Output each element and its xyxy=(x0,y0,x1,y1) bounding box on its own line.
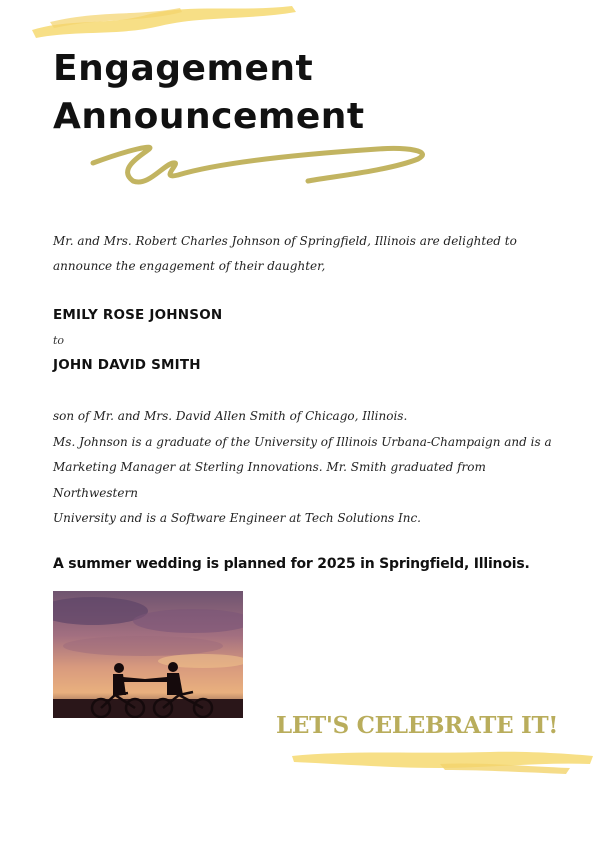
wedding-announcement: A summer wedding is planned for 2025 in Springfield, Illinois. xyxy=(53,556,530,572)
couple-bicycles-sunset-photo xyxy=(53,591,243,718)
bride-name: EMILY ROSE JOHNSON xyxy=(53,307,223,323)
yellow-brush-stroke-top xyxy=(30,0,300,40)
details-line: son of Mr. and Mrs. David Allen Smith of Chicago, Illinois. xyxy=(53,409,408,423)
intro-paragraph: Mr. and Mrs. Robert Charles Johnson of Springfield, Illinois are delighted to announce the engagement of their daughter, xyxy=(53,234,517,273)
olive-squiggle-decoration xyxy=(88,135,433,190)
details-line: Marketing Manager at Sterling Innovations. Mr. Smith graduated from Northwestern xyxy=(53,460,486,500)
celebrate-heading: LET'S CELEBRATE IT! xyxy=(276,712,559,739)
details-line: University and is a Software Engineer at Tech Solutions Inc. xyxy=(53,511,421,525)
to-connector: to xyxy=(53,334,65,347)
title-line-2: Announcement xyxy=(53,96,365,137)
details-line: Ms. Johnson is a graduate of the University of Illinois Urbana-Champaign and is a xyxy=(53,434,552,449)
page-title xyxy=(53,45,365,141)
yellow-brush-stroke-bottom xyxy=(290,746,595,776)
title-line-1: Engagement xyxy=(53,48,314,89)
details-paragraph xyxy=(53,404,553,532)
groom-name: JOHN DAVID SMITH xyxy=(53,357,201,373)
